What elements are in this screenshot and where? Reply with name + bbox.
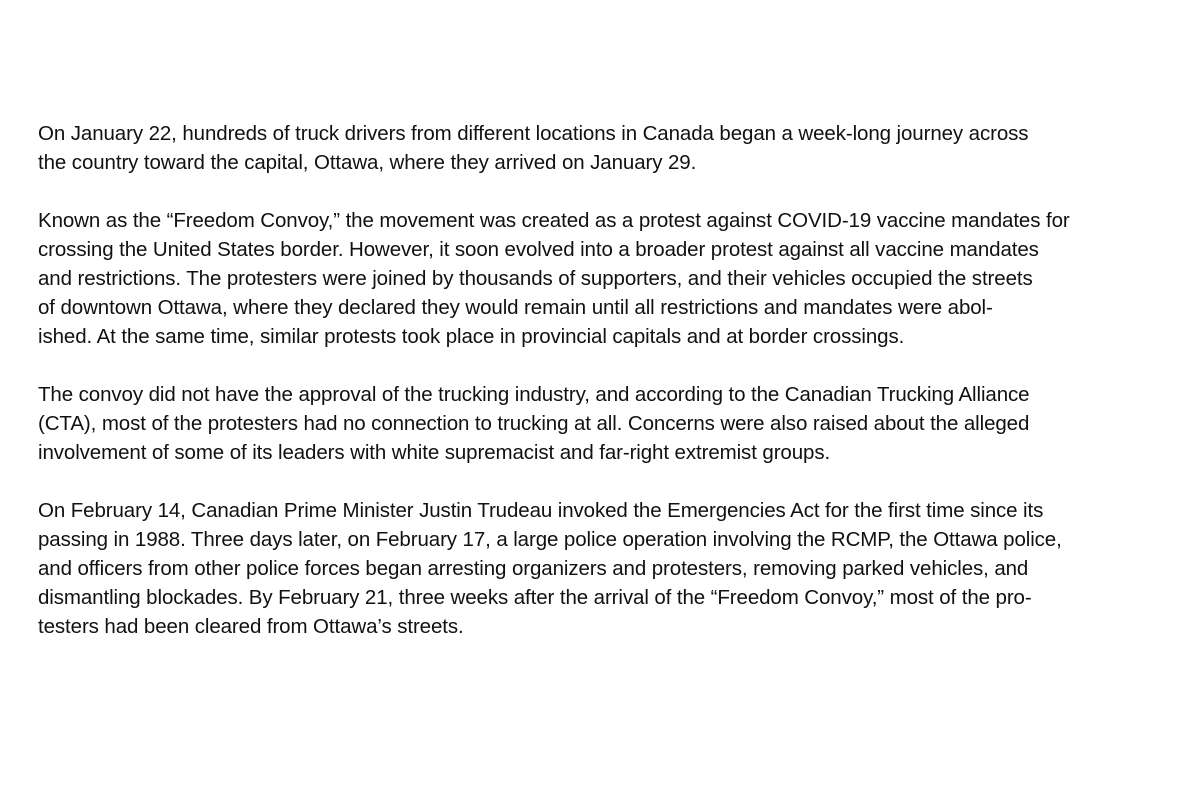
text-line: testers had been cleared from Ottawa’s streets. [38, 615, 464, 638]
text-line: Known as the “Freedom Convoy,” the movement was created as a protest against COVID-19 vaccine mandates for [38, 209, 1070, 232]
text-line: involvement of some of its leaders with white supremacist and far-right extremist groups. [38, 441, 831, 464]
text-line: (CTA), most of the protesters had no connection to trucking at all. Concerns were also raised about the alleged [38, 412, 1030, 435]
paragraph-emergencies-act [38, 496, 1168, 641]
document-page [38, 119, 1168, 670]
text-line: the country toward the capital, Ottawa, where they arrived on January 29. [38, 151, 697, 174]
text-line: On January 22, hundreds of truck drivers from different locations in Canada began a week-long journey across [38, 122, 1029, 145]
text-line: and officers from other police forces began arresting organizers and protesters, removing parked vehicles, and [38, 557, 1029, 580]
paragraph-trucking-industry [38, 380, 1168, 467]
text-line: On February 14, Canadian Prime Minister Justin Trudeau invoked the Emergencies Act for the first time since its [38, 499, 1044, 522]
text-line: and restrictions. The protesters were joined by thousands of supporters, and their vehicles occupied the streets [38, 267, 1033, 290]
paragraph-freedom-convoy [38, 206, 1168, 351]
text-line: dismantling blockades. By February 21, three weeks after the arrival of the “Freedom Convoy,” most of the pro- [38, 586, 1032, 609]
text-line: passing in 1988. Three days later, on February 17, a large police operation involving the RCMP, the Ottawa police, [38, 528, 1062, 551]
text-line: crossing the United States border. However, it soon evolved into a broader protest against all vaccine mandates [38, 238, 1039, 261]
paragraph-trucker-journey [38, 119, 1168, 177]
text-line: The convoy did not have the approval of the trucking industry, and according to the Canadian Trucking Alliance [38, 383, 1030, 406]
text-line: ished. At the same time, similar protests took place in provincial capitals and at border crossings. [38, 325, 905, 348]
text-line: of downtown Ottawa, where they declared they would remain until all restrictions and mandates were abol- [38, 296, 993, 319]
